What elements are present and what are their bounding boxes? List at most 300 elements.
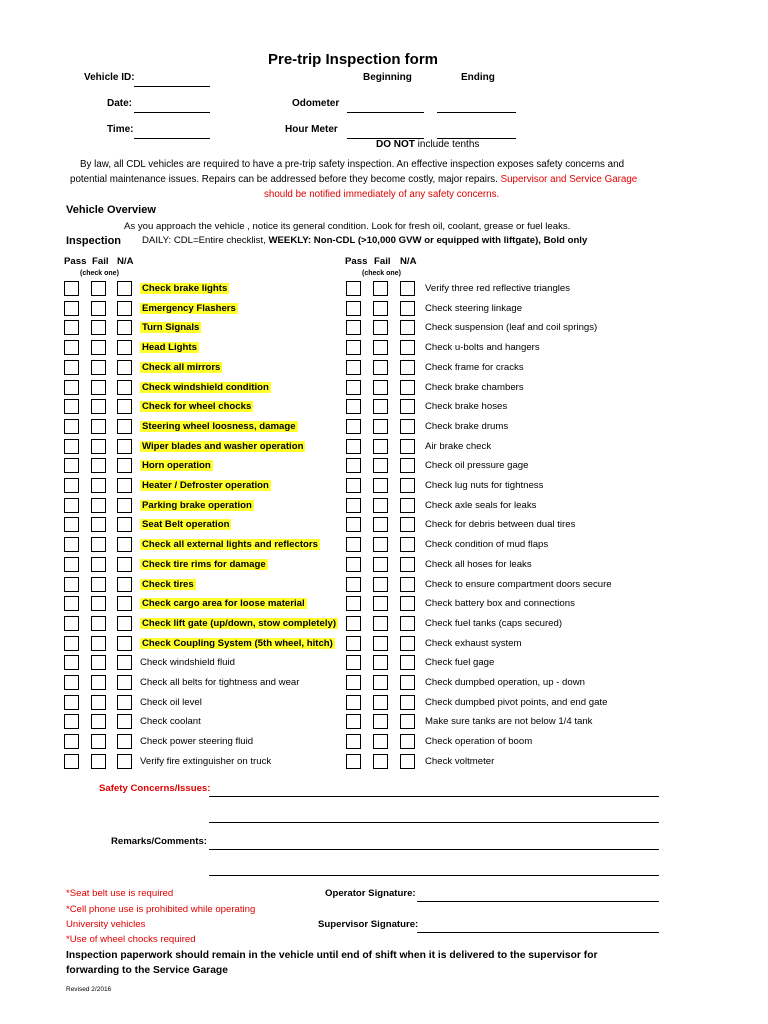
- weekly-text: WEEKLY: Non-CDL (>10,000 GVW or equipped with liftgate), Bold only: [268, 235, 588, 246]
- left-item-5-fail-checkbox[interactable]: [91, 360, 106, 375]
- right-item-3-text: Check suspension (leaf and coil springs): [425, 322, 598, 333]
- right-item-15-pass-checkbox[interactable]: [346, 557, 361, 572]
- left-item-22-text: Check oil level: [140, 697, 202, 708]
- right-item-25-text: Check voltmeter: [425, 756, 495, 767]
- right-item-23-text: Make sure tanks are not below 1/4 tank: [425, 716, 593, 727]
- vehicle-overview-text: As you approach the vehicle , notice its general condition. Look for fresh oil, coolant, grease or fuel leaks.: [124, 221, 571, 232]
- left-item-18-label: [140, 617, 338, 631]
- right-check-one: (check one): [362, 270, 401, 277]
- right-item-2-pass-checkbox[interactable]: [346, 301, 361, 316]
- left-item-3-fail-checkbox[interactable]: [91, 320, 106, 335]
- left-item-6-na-checkbox[interactable]: [117, 380, 132, 395]
- right-item-4-pass-checkbox[interactable]: [346, 340, 361, 355]
- right-item-9-text: Air brake check: [425, 441, 492, 452]
- right-item-22-text: Check dumpbed pivot points, and end gate: [425, 697, 608, 708]
- right-item-20-pass-checkbox[interactable]: [346, 655, 361, 670]
- time-label: Time:: [107, 124, 134, 135]
- right-item-4-na-checkbox[interactable]: [400, 340, 415, 355]
- right-item-16-text: Check to ensure compartment doors secure: [425, 579, 612, 590]
- operator-signature-field[interactable]: [417, 901, 659, 902]
- left-item-25-fail-checkbox[interactable]: [91, 754, 106, 769]
- inspection-frequency: [142, 235, 587, 246]
- left-item-8-label: [140, 420, 298, 434]
- left-item-10-na-checkbox[interactable]: [117, 458, 132, 473]
- left-item-11-label: [140, 479, 271, 493]
- left-item-6-pass-checkbox[interactable]: [64, 380, 79, 395]
- left-item-21-fail-checkbox[interactable]: [91, 675, 106, 690]
- right-item-14-label: [425, 538, 548, 552]
- beginning-label: Beginning: [363, 72, 412, 83]
- right-item-16-pass-checkbox[interactable]: [346, 577, 361, 592]
- left-item-4-pass-checkbox[interactable]: [64, 340, 79, 355]
- intro-line-2: [70, 172, 637, 187]
- right-item-14-pass-checkbox[interactable]: [346, 537, 361, 552]
- right-item-13-label: [425, 518, 575, 532]
- left-item-17-text: Check cargo area for loose material: [142, 598, 305, 609]
- right-item-18-na-checkbox[interactable]: [400, 616, 415, 631]
- left-item-17-pass-checkbox[interactable]: [64, 596, 79, 611]
- right-pass-header: Pass: [345, 256, 368, 267]
- left-item-9-label: [140, 440, 305, 454]
- left-item-24-label: [140, 735, 253, 749]
- right-item-8-na-checkbox[interactable]: [400, 419, 415, 434]
- right-item-7-text: Check brake hoses: [425, 401, 508, 412]
- left-item-6-text: Check windshield condition: [142, 382, 269, 393]
- right-item-24-fail-checkbox[interactable]: [373, 734, 388, 749]
- left-item-15-pass-checkbox[interactable]: [64, 557, 79, 572]
- left-item-9-na-checkbox[interactable]: [117, 439, 132, 454]
- left-item-7-na-checkbox[interactable]: [117, 399, 132, 414]
- right-item-5-pass-checkbox[interactable]: [346, 360, 361, 375]
- right-item-16-na-checkbox[interactable]: [400, 577, 415, 592]
- left-check-one: (check one): [80, 270, 119, 277]
- left-item-24-fail-checkbox[interactable]: [91, 734, 106, 749]
- remarks-line-1[interactable]: [209, 849, 659, 850]
- right-item-16-label: [425, 578, 612, 592]
- right-item-8-label: [425, 420, 508, 434]
- supervisor-signature-label: Supervisor Signature:: [318, 919, 419, 930]
- right-item-21-fail-checkbox[interactable]: [373, 675, 388, 690]
- left-item-18-pass-checkbox[interactable]: [64, 616, 79, 631]
- left-item-19-na-checkbox[interactable]: [117, 636, 132, 651]
- left-item-20-label: [140, 656, 235, 670]
- left-item-23-fail-checkbox[interactable]: [91, 714, 106, 729]
- right-item-15-text: Check all hoses for leaks: [425, 559, 532, 570]
- left-item-23-label: [140, 715, 201, 729]
- left-item-14-na-checkbox[interactable]: [117, 537, 132, 552]
- right-fail-header: Fail: [374, 256, 391, 267]
- left-item-21-pass-checkbox[interactable]: [64, 675, 79, 690]
- remarks-label: Remarks/Comments:: [111, 836, 207, 847]
- right-item-8-pass-checkbox[interactable]: [346, 419, 361, 434]
- right-item-21-label: [425, 676, 585, 690]
- right-item-12-pass-checkbox[interactable]: [346, 498, 361, 513]
- left-item-21-text: Check all belts for tightness and wear: [140, 677, 300, 688]
- paperwork-line-2: forwarding to the Service Garage: [66, 965, 228, 976]
- left-item-25-text: Verify fire extinguisher on truck: [140, 756, 272, 767]
- note-university-vehicles: University vehicles: [66, 919, 146, 930]
- left-item-7-text: Check for wheel chocks: [142, 401, 252, 412]
- right-item-5-na-checkbox[interactable]: [400, 360, 415, 375]
- left-item-7-label: [140, 400, 253, 414]
- time-field[interactable]: [134, 138, 210, 139]
- right-item-3-na-checkbox[interactable]: [400, 320, 415, 335]
- left-item-7-pass-checkbox[interactable]: [64, 399, 79, 414]
- right-item-10-fail-checkbox[interactable]: [373, 458, 388, 473]
- left-item-15-label: [140, 558, 268, 572]
- right-item-24-text: Check operation of boom: [425, 736, 533, 747]
- left-item-23-pass-checkbox[interactable]: [64, 714, 79, 729]
- right-item-22-na-checkbox[interactable]: [400, 695, 415, 710]
- right-item-16-fail-checkbox[interactable]: [373, 577, 388, 592]
- intro-line-2-black: potential maintenance issues. Repairs can be addressed before they become costly, major repairs.: [70, 174, 498, 185]
- left-item-12-label: [140, 499, 254, 513]
- left-item-10-pass-checkbox[interactable]: [64, 458, 79, 473]
- left-item-6-label: [140, 381, 271, 395]
- right-item-9-na-checkbox[interactable]: [400, 439, 415, 454]
- left-item-10-label: [140, 459, 213, 473]
- right-item-9-label: [425, 440, 491, 454]
- do-not-text: DO NOT: [376, 139, 415, 150]
- right-item-1-fail-checkbox[interactable]: [373, 281, 388, 296]
- right-item-18-fail-checkbox[interactable]: [373, 616, 388, 631]
- left-item-22-fail-checkbox[interactable]: [91, 695, 106, 710]
- revised-date: Revised 2/2016: [66, 986, 112, 993]
- left-item-9-text: Wiper blades and washer operation: [142, 441, 304, 452]
- left-item-16-label: [140, 578, 196, 592]
- right-item-13-na-checkbox[interactable]: [400, 517, 415, 532]
- right-item-2-fail-checkbox[interactable]: [373, 301, 388, 316]
- right-item-13-pass-checkbox[interactable]: [346, 517, 361, 532]
- left-item-1-text: Check brake lights: [142, 283, 228, 294]
- left-item-8-na-checkbox[interactable]: [117, 419, 132, 434]
- paperwork-line-1: Inspection paperwork should remain in the vehicle until end of shift when it is delivered to the supervisor for: [66, 950, 598, 961]
- right-item-11-na-checkbox[interactable]: [400, 478, 415, 493]
- right-item-3-pass-checkbox[interactable]: [346, 320, 361, 335]
- right-item-2-na-checkbox[interactable]: [400, 301, 415, 316]
- right-item-21-text: Check dumpbed operation, up - down: [425, 677, 585, 688]
- right-item-1-text: Verify three red reflective triangles: [425, 283, 571, 294]
- left-item-13-text: Seat Belt operation: [142, 519, 230, 530]
- left-item-13-fail-checkbox[interactable]: [91, 517, 106, 532]
- inspection-heading: Inspection: [66, 235, 122, 247]
- include-tenths-text: include tenths: [417, 139, 480, 150]
- right-item-8-text: Check brake drums: [425, 421, 509, 432]
- left-item-1-label: [140, 282, 229, 296]
- right-item-19-pass-checkbox[interactable]: [346, 636, 361, 651]
- left-item-9-pass-checkbox[interactable]: [64, 439, 79, 454]
- right-item-20-na-checkbox[interactable]: [400, 655, 415, 670]
- left-item-24-text: Check power steering fluid: [140, 736, 254, 747]
- left-item-16-na-checkbox[interactable]: [117, 577, 132, 592]
- left-item-22-label: [140, 696, 202, 710]
- left-item-3-pass-checkbox[interactable]: [64, 320, 79, 335]
- left-item-16-fail-checkbox[interactable]: [91, 577, 106, 592]
- right-item-23-pass-checkbox[interactable]: [346, 714, 361, 729]
- left-item-2-label: [140, 302, 238, 316]
- left-item-17-label: [140, 597, 307, 611]
- left-item-25-label: [140, 755, 271, 769]
- left-item-16-pass-checkbox[interactable]: [64, 577, 79, 592]
- left-item-22-na-checkbox[interactable]: [117, 695, 132, 710]
- note-wheel-chocks: *Use of wheel chocks required: [66, 934, 196, 945]
- left-item-8-pass-checkbox[interactable]: [64, 419, 79, 434]
- vehicle-overview-heading: Vehicle Overview: [66, 204, 156, 216]
- tenths-note: [376, 139, 479, 150]
- left-item-24-na-checkbox[interactable]: [117, 734, 132, 749]
- right-item-6-pass-checkbox[interactable]: [346, 380, 361, 395]
- left-item-18-na-checkbox[interactable]: [117, 616, 132, 631]
- left-item-17-na-checkbox[interactable]: [117, 596, 132, 611]
- left-item-6-fail-checkbox[interactable]: [91, 380, 106, 395]
- right-item-14-text: Check condition of mud flaps: [425, 539, 549, 550]
- right-item-2-text: Check steering linkage: [425, 303, 523, 314]
- right-item-12-label: [425, 499, 536, 513]
- left-item-21-label: [140, 676, 299, 690]
- left-item-4-label: [140, 341, 199, 355]
- right-item-6-fail-checkbox[interactable]: [373, 380, 388, 395]
- right-item-21-na-checkbox[interactable]: [400, 675, 415, 690]
- right-item-13-fail-checkbox[interactable]: [373, 517, 388, 532]
- left-item-14-label: [140, 538, 320, 552]
- safety-concerns-line-2[interactable]: [209, 822, 659, 823]
- right-item-22-label: [425, 696, 607, 710]
- left-item-5-label: [140, 361, 222, 375]
- operator-signature-label: Operator Signature:: [325, 888, 416, 899]
- left-item-10-text: Horn operation: [142, 460, 211, 471]
- left-item-20-fail-checkbox[interactable]: [91, 655, 106, 670]
- right-item-2-label: [425, 302, 522, 316]
- right-item-15-label: [425, 558, 532, 572]
- right-item-17-na-checkbox[interactable]: [400, 596, 415, 611]
- right-item-19-fail-checkbox[interactable]: [373, 636, 388, 651]
- left-item-5-pass-checkbox[interactable]: [64, 360, 79, 375]
- right-item-18-text: Check fuel tanks (caps secured): [425, 618, 563, 629]
- left-item-17-fail-checkbox[interactable]: [91, 596, 106, 611]
- vehicle-id-field[interactable]: [134, 86, 210, 87]
- left-item-3-label: [140, 321, 201, 335]
- right-item-19-label: [425, 637, 522, 651]
- left-item-18-fail-checkbox[interactable]: [91, 616, 106, 631]
- right-item-18-label: [425, 617, 562, 631]
- right-item-20-text: Check fuel gage: [425, 657, 495, 668]
- left-item-15-text: Check tire rims for damage: [142, 559, 266, 570]
- odometer-label: Odometer: [292, 98, 340, 109]
- right-item-15-na-checkbox[interactable]: [400, 557, 415, 572]
- left-item-19-fail-checkbox[interactable]: [91, 636, 106, 651]
- left-item-20-na-checkbox[interactable]: [117, 655, 132, 670]
- right-item-12-fail-checkbox[interactable]: [373, 498, 388, 513]
- left-item-23-na-checkbox[interactable]: [117, 714, 132, 729]
- right-item-5-label: [425, 361, 524, 375]
- right-item-23-fail-checkbox[interactable]: [373, 714, 388, 729]
- right-na-header: N/A: [400, 256, 417, 267]
- right-item-12-na-checkbox[interactable]: [400, 498, 415, 513]
- left-item-1-na-checkbox[interactable]: [117, 281, 132, 296]
- right-item-19-na-checkbox[interactable]: [400, 636, 415, 651]
- left-item-14-text: Check all external lights and reflectors: [142, 539, 318, 550]
- right-item-1-pass-checkbox[interactable]: [346, 281, 361, 296]
- right-item-25-fail-checkbox[interactable]: [373, 754, 388, 769]
- left-item-7-fail-checkbox[interactable]: [91, 399, 106, 414]
- right-item-25-na-checkbox[interactable]: [400, 754, 415, 769]
- left-item-4-na-checkbox[interactable]: [117, 340, 132, 355]
- right-item-24-label: [425, 735, 532, 749]
- left-na-header: N/A: [117, 256, 134, 267]
- left-item-4-text: Head Lights: [142, 342, 197, 353]
- right-item-17-text: Check battery box and connections: [425, 598, 575, 609]
- right-item-11-pass-checkbox[interactable]: [346, 478, 361, 493]
- left-item-3-na-checkbox[interactable]: [117, 320, 132, 335]
- right-item-13-text: Check for debris between dual tires: [425, 519, 576, 530]
- right-item-6-na-checkbox[interactable]: [400, 380, 415, 395]
- intro-line-2-red: Supervisor and Service Garage: [500, 174, 638, 185]
- right-item-12-text: Check axle seals for leaks: [425, 500, 537, 511]
- daily-text: DAILY: CDL=Entire checklist,: [142, 235, 266, 246]
- remarks-line-2[interactable]: [209, 875, 659, 876]
- right-item-17-pass-checkbox[interactable]: [346, 596, 361, 611]
- right-item-25-label: [425, 755, 494, 769]
- left-item-12-pass-checkbox[interactable]: [64, 498, 79, 513]
- right-item-8-fail-checkbox[interactable]: [373, 419, 388, 434]
- right-item-5-fail-checkbox[interactable]: [373, 360, 388, 375]
- right-item-7-fail-checkbox[interactable]: [373, 399, 388, 414]
- right-item-6-label: [425, 381, 524, 395]
- date-field[interactable]: [134, 112, 210, 113]
- right-item-21-pass-checkbox[interactable]: [346, 675, 361, 690]
- left-item-25-na-checkbox[interactable]: [117, 754, 132, 769]
- right-item-10-na-checkbox[interactable]: [400, 458, 415, 473]
- left-item-2-text: Emergency Flashers: [142, 303, 236, 314]
- right-item-1-na-checkbox[interactable]: [400, 281, 415, 296]
- right-item-17-label: [425, 597, 575, 611]
- right-item-11-label: [425, 479, 543, 493]
- left-item-15-na-checkbox[interactable]: [117, 557, 132, 572]
- left-item-16-text: Check tires: [142, 579, 194, 590]
- note-cell-phone: *Cell phone use is prohibited while operating: [66, 904, 256, 915]
- left-item-21-na-checkbox[interactable]: [117, 675, 132, 690]
- right-item-11-fail-checkbox[interactable]: [373, 478, 388, 493]
- right-item-20-label: [425, 656, 494, 670]
- note-seat-belt: *Seat belt use is required: [66, 888, 174, 899]
- left-item-1-pass-checkbox[interactable]: [64, 281, 79, 296]
- right-item-3-fail-checkbox[interactable]: [373, 320, 388, 335]
- left-item-20-pass-checkbox[interactable]: [64, 655, 79, 670]
- left-item-25-pass-checkbox[interactable]: [64, 754, 79, 769]
- left-item-20-text: Check windshield fluid: [140, 657, 235, 668]
- right-item-15-fail-checkbox[interactable]: [373, 557, 388, 572]
- supervisor-signature-field[interactable]: [417, 932, 659, 933]
- right-item-14-na-checkbox[interactable]: [400, 537, 415, 552]
- right-item-25-pass-checkbox[interactable]: [346, 754, 361, 769]
- left-item-2-na-checkbox[interactable]: [117, 301, 132, 316]
- right-item-20-fail-checkbox[interactable]: [373, 655, 388, 670]
- left-item-19-label: [140, 637, 335, 651]
- left-item-2-fail-checkbox[interactable]: [91, 301, 106, 316]
- left-item-11-fail-checkbox[interactable]: [91, 478, 106, 493]
- right-item-10-pass-checkbox[interactable]: [346, 458, 361, 473]
- left-item-10-fail-checkbox[interactable]: [91, 458, 106, 473]
- left-item-4-fail-checkbox[interactable]: [91, 340, 106, 355]
- right-item-3-label: [425, 321, 597, 335]
- left-item-23-text: Check coolant: [140, 716, 201, 727]
- right-item-22-fail-checkbox[interactable]: [373, 695, 388, 710]
- left-item-2-pass-checkbox[interactable]: [64, 301, 79, 316]
- left-item-13-label: [140, 518, 231, 532]
- left-item-11-text: Heater / Defroster operation: [142, 480, 269, 491]
- left-item-5-text: Check all mirrors: [142, 362, 221, 373]
- left-item-14-fail-checkbox[interactable]: [91, 537, 106, 552]
- right-item-24-na-checkbox[interactable]: [400, 734, 415, 749]
- left-item-19-pass-checkbox[interactable]: [64, 636, 79, 651]
- odometer-ending-field[interactable]: [437, 112, 516, 113]
- ending-label: Ending: [461, 72, 495, 83]
- left-pass-header: Pass: [64, 256, 87, 267]
- left-item-5-na-checkbox[interactable]: [117, 360, 132, 375]
- right-item-4-text: Check u-bolts and hangers: [425, 342, 540, 353]
- right-item-18-pass-checkbox[interactable]: [346, 616, 361, 631]
- left-item-8-fail-checkbox[interactable]: [91, 419, 106, 434]
- odometer-beginning-field[interactable]: [347, 112, 424, 113]
- right-item-7-pass-checkbox[interactable]: [346, 399, 361, 414]
- left-item-13-pass-checkbox[interactable]: [64, 517, 79, 532]
- left-item-22-pass-checkbox[interactable]: [64, 695, 79, 710]
- left-item-18-text: Check lift gate (up/down, stow completely): [142, 618, 337, 629]
- right-item-6-text: Check brake chambers: [425, 382, 524, 393]
- left-item-13-na-checkbox[interactable]: [117, 517, 132, 532]
- right-item-9-fail-checkbox[interactable]: [373, 439, 388, 454]
- left-item-11-pass-checkbox[interactable]: [64, 478, 79, 493]
- left-item-12-na-checkbox[interactable]: [117, 498, 132, 513]
- left-item-15-fail-checkbox[interactable]: [91, 557, 106, 572]
- right-item-23-label: [425, 715, 592, 729]
- right-item-7-na-checkbox[interactable]: [400, 399, 415, 414]
- right-item-14-fail-checkbox[interactable]: [373, 537, 388, 552]
- left-item-14-pass-checkbox[interactable]: [64, 537, 79, 552]
- left-item-9-fail-checkbox[interactable]: [91, 439, 106, 454]
- left-item-12-text: Parking brake operation: [142, 500, 252, 511]
- right-item-9-pass-checkbox[interactable]: [346, 439, 361, 454]
- left-item-1-fail-checkbox[interactable]: [91, 281, 106, 296]
- right-item-7-label: [425, 400, 507, 414]
- safety-concerns-label: Safety Concerns/Issues:: [99, 783, 211, 794]
- left-item-8-text: Steering wheel loosness, damage: [142, 421, 296, 432]
- right-item-10-text: Check oil pressure gage: [425, 460, 529, 471]
- right-item-17-fail-checkbox[interactable]: [373, 596, 388, 611]
- right-item-23-na-checkbox[interactable]: [400, 714, 415, 729]
- intro-line-3: should be notified immediately of any safety concerns.: [264, 189, 500, 200]
- safety-concerns-line-1[interactable]: [209, 796, 659, 797]
- right-item-4-fail-checkbox[interactable]: [373, 340, 388, 355]
- right-item-4-label: [425, 341, 540, 355]
- right-item-5-text: Check frame for cracks: [425, 362, 524, 373]
- right-item-22-pass-checkbox[interactable]: [346, 695, 361, 710]
- hour-meter-label: Hour Meter: [285, 124, 338, 135]
- form-title: Pre-trip Inspection form: [268, 51, 439, 68]
- intro-line-1: By law, all CDL vehicles are required to have a pre-trip safety inspection. An effective inspection exposes safety concerns and: [80, 159, 625, 170]
- left-item-11-na-checkbox[interactable]: [117, 478, 132, 493]
- right-item-1-label: [425, 282, 570, 296]
- left-item-19-text: Check Coupling System (5th wheel, hitch): [142, 638, 333, 649]
- left-item-12-fail-checkbox[interactable]: [91, 498, 106, 513]
- left-item-3-text: Turn Signals: [142, 322, 200, 333]
- right-item-24-pass-checkbox[interactable]: [346, 734, 361, 749]
- left-fail-header: Fail: [92, 256, 109, 267]
- right-item-10-label: [425, 459, 528, 473]
- date-label: Date:: [107, 98, 133, 109]
- right-item-19-text: Check exhaust system: [425, 638, 522, 649]
- left-item-24-pass-checkbox[interactable]: [64, 734, 79, 749]
